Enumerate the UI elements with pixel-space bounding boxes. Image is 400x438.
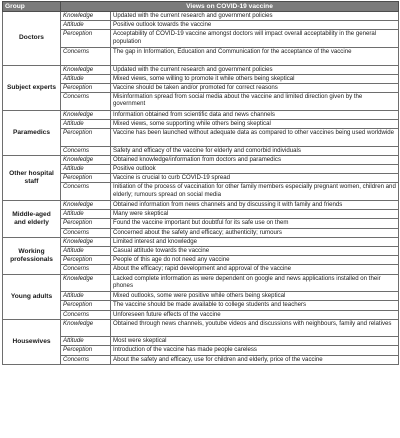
view-cell: Lacked complete information as were dependent on google and news applications installed on their phones (111, 274, 399, 292)
table-row (3, 83, 399, 92)
view-cell: About the safety and efficacy, use for children and elderly, price of the vaccine (111, 355, 399, 364)
group-name-cell: Housewives (3, 319, 61, 364)
table-row (3, 301, 399, 310)
view-cell: Acceptability of COVID-19 vaccine amongst doctors will impact overall acceptability in the general population (111, 30, 399, 48)
group-name-cell: Doctors (3, 12, 61, 66)
group-name-cell: Paramedics (3, 110, 61, 155)
view-cell: Vaccine is crucial to curb COVID-19 spread (111, 174, 399, 183)
table-row (3, 219, 399, 228)
view-cell: Mixed views, some willing to promote it while others being skeptical (111, 74, 399, 83)
dimension-cell: Concerns (61, 146, 111, 155)
view-cell: Concerned about the safety and efficacy; authenticity; rumours (111, 228, 399, 237)
dimension-cell: Knowledge (61, 110, 111, 119)
table-row (3, 265, 399, 274)
dimension-cell: Perception (61, 174, 111, 183)
dimension-cell: Concerns (61, 47, 111, 65)
table-row (3, 319, 399, 337)
view-cell: Safety and efficacy of the vaccine for elderly and comorbid individuals (111, 146, 399, 155)
table-row (3, 183, 399, 201)
view-cell: Misinformation spread from social media about the vaccine and limited direction given by the government (111, 93, 399, 111)
dimension-cell: Perception (61, 346, 111, 355)
header-group: Group (3, 2, 61, 12)
dimension-cell: Attitude (61, 210, 111, 219)
view-cell: Obtained information from news channels and by discussing it with family and friends (111, 201, 399, 210)
table-row (3, 129, 399, 147)
table-row (3, 165, 399, 174)
dimension-cell: Perception (61, 30, 111, 48)
dimension-cell: Attitude (61, 119, 111, 128)
table-row (3, 65, 399, 74)
view-cell: Casual attitude towards the vaccine (111, 246, 399, 255)
dimension-cell: Concerns (61, 310, 111, 319)
dimension-cell: Concerns (61, 265, 111, 274)
table-row (3, 256, 399, 265)
dimension-cell: Attitude (61, 165, 111, 174)
dimension-cell: Attitude (61, 246, 111, 255)
dimension-cell: Knowledge (61, 319, 111, 337)
table-row (3, 237, 399, 246)
dimension-cell: Knowledge (61, 274, 111, 292)
table-row (3, 292, 399, 301)
group-name-cell: Subject experts (3, 65, 61, 110)
view-cell: Many were skeptical (111, 210, 399, 219)
table-row (3, 30, 399, 48)
view-cell: Obtained knowledge/information from doctors and paramedics (111, 155, 399, 164)
table-row (3, 210, 399, 219)
view-cell: Mixed views, some supporting while others being skeptical (111, 119, 399, 128)
dimension-cell: Concerns (61, 355, 111, 364)
view-cell: Information obtained from scientific data and news channels (111, 110, 399, 119)
group-name-cell: Middle-aged and elderly (3, 201, 61, 238)
dimension-cell: Knowledge (61, 237, 111, 246)
view-cell: Limited interest and knowledge (111, 237, 399, 246)
dimension-cell: Perception (61, 301, 111, 310)
table-row (3, 119, 399, 128)
table-row (3, 274, 399, 292)
group-name-cell: Working professionals (3, 237, 61, 274)
table-row (3, 355, 399, 364)
view-cell: Mixed outlooks, some were positive while others being skeptical (111, 292, 399, 301)
table-row (3, 155, 399, 164)
dimension-cell: Attitude (61, 74, 111, 83)
view-cell: Positive outlook towards the vaccine (111, 21, 399, 30)
table-row (3, 201, 399, 210)
group-name-cell: Young adults (3, 274, 61, 319)
table-row (3, 174, 399, 183)
dimension-cell: Concerns (61, 183, 111, 201)
table-body (3, 12, 399, 365)
view-cell: Initiation of the process of vaccination for other family members especially pregnant women, children and elderly; rumours spread on social media (111, 183, 399, 201)
header-row (3, 2, 399, 12)
table-row (3, 12, 399, 21)
dimension-cell: Attitude (61, 337, 111, 346)
dimension-cell: Concerns (61, 93, 111, 111)
group-name-cell: Other hospital staff (3, 155, 61, 200)
view-cell: Most were skeptical (111, 337, 399, 346)
dimension-cell: Attitude (61, 21, 111, 30)
dimension-cell: Perception (61, 129, 111, 147)
table-row (3, 346, 399, 355)
table-row (3, 47, 399, 65)
dimension-cell: Knowledge (61, 12, 111, 21)
view-cell: Introduction of the vaccine has made people careless (111, 346, 399, 355)
view-cell: Updated with the current research and government policies (111, 12, 399, 21)
dimension-cell: Perception (61, 83, 111, 92)
table-row (3, 93, 399, 111)
header-views: Views on COVID-19 vaccine (61, 2, 399, 12)
view-cell: Vaccine should be taken and/or promoted for correct reasons (111, 83, 399, 92)
dimension-cell: Perception (61, 256, 111, 265)
table-row (3, 110, 399, 119)
dimension-cell: Attitude (61, 292, 111, 301)
table-row (3, 337, 399, 346)
view-cell: Found the vaccine important but doubtful for its safe use on them (111, 219, 399, 228)
dimension-cell: Concerns (61, 228, 111, 237)
dimension-cell: Knowledge (61, 65, 111, 74)
view-cell: Obtained through news channels, youtube videos and discussions with neighbours, family and relatives (111, 319, 399, 337)
table-row (3, 246, 399, 255)
dimension-cell: Knowledge (61, 201, 111, 210)
view-cell: The vaccine should be made available to college students and teachers (111, 301, 399, 310)
view-cell: Positive outlook (111, 165, 399, 174)
dimension-cell: Knowledge (61, 155, 111, 164)
view-cell: The gap in Information, Education and Communication for the acceptance of the vaccine (111, 47, 399, 65)
view-cell: Vaccine has been launched without adequate data as compared to other vaccines being used worldwide (111, 129, 399, 147)
views-table (2, 1, 399, 365)
view-cell: Updated with the current research and government policies (111, 65, 399, 74)
table-row (3, 21, 399, 30)
view-cell: People of this age do not need any vaccine (111, 256, 399, 265)
table-row (3, 74, 399, 83)
dimension-cell: Perception (61, 219, 111, 228)
table-row (3, 310, 399, 319)
view-cell: Unforeseen future effects of the vaccine (111, 310, 399, 319)
table-row (3, 146, 399, 155)
view-cell: About the efficacy; rapid development and approval of the vaccine (111, 265, 399, 274)
table-row (3, 228, 399, 237)
